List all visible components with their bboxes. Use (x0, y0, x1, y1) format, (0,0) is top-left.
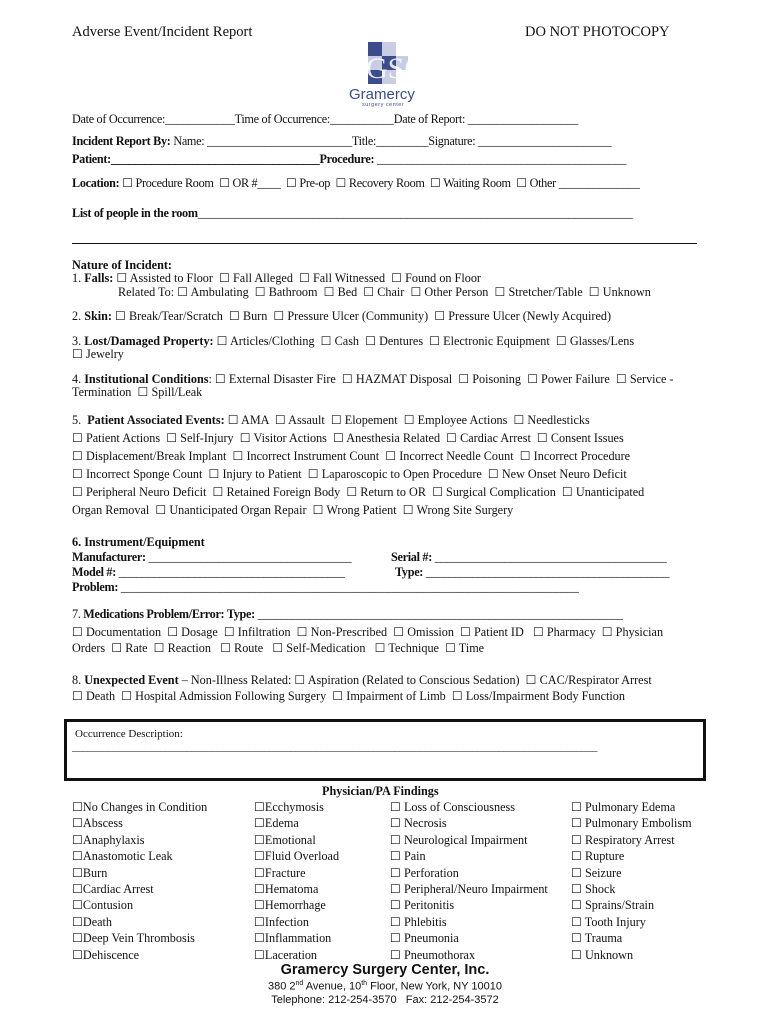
svg-text:GSC: GSC (366, 52, 425, 85)
finding-checkbox[interactable]: ☐Contusion (72, 898, 134, 913)
do-not-photocopy-notice: DO NOT PHOTOCOPY (525, 24, 670, 40)
finding-checkbox[interactable]: ☐Ecchymosis (254, 800, 324, 814)
finding-checkbox[interactable]: ☐Dehiscence (72, 947, 140, 962)
occurrence-description-box[interactable] (64, 719, 706, 781)
finding-checkbox[interactable]: ☐ Pneumothorax (390, 947, 476, 962)
company-phone: Telephone: 212-254-3570 Fax: 212-254-3572 (271, 994, 499, 1006)
finding-checkbox[interactable]: ☐Fluid Overload (254, 849, 340, 864)
findings-col-4 (571, 799, 692, 963)
finding-checkbox[interactable]: ☐Deep Vein Thrombosis (72, 931, 195, 946)
findings-col-2 (254, 799, 339, 963)
location-line[interactable]: Location: ☐ Procedure Room ☐ OR #____ ☐ Pre-op ☐ Recovery Room ☐ Waiting Room ☐ Other ______________ (72, 176, 640, 190)
patient-events-line-3: ☐ Displacement/Break Implant ☐ Incorrect Instrument Count ☐ Incorrect Needle Count ☐ Incorrect Procedure (72, 449, 631, 463)
finding-checkbox[interactable]: ☐ Neurological Impairment (390, 832, 528, 847)
patient-procedure-line[interactable]: Patient:____________________________________Procedure: ___________________________________________ (72, 152, 627, 166)
finding-checkbox[interactable]: ☐ Sprains/Strain (571, 898, 655, 913)
finding-checkbox[interactable]: ☐ Loss of Consciousness (390, 800, 516, 814)
finding-checkbox[interactable]: ☐Laceration (254, 947, 318, 962)
property-line-2: ☐ Jewelry (72, 347, 124, 361)
finding-checkbox[interactable]: ☐ Tooth Injury (571, 914, 646, 929)
finding-checkbox[interactable]: ☐ Seizure (571, 865, 622, 880)
finding-checkbox[interactable]: ☐Hematoma (254, 882, 319, 897)
finding-checkbox[interactable]: ☐ Peritonitis (390, 898, 455, 913)
finding-checkbox[interactable]: ☐Hemorrhage (254, 898, 326, 913)
occurrence-description-rule[interactable]: _____________________________________________________________________________________________________ (72, 741, 598, 753)
people-label: List of people in the room (72, 206, 198, 220)
finding-checkbox[interactable]: ☐ Perforation (390, 865, 459, 880)
patient-events-line-2: ☐ Patient Actions ☐ Self-Injury ☐ Visitor Actions ☐ Anesthesia Related ☐ Cardiac Arrest ☐ Consent Issues (72, 431, 624, 445)
finding-checkbox[interactable]: ☐Burn (72, 865, 108, 880)
institutional-line: 4. Institutional Conditions: ☐ External Disaster Fire ☐ HAZMAT Disposal ☐ Poisoning ☐ Power Failure ☐ Service - (72, 372, 674, 386)
medications-line[interactable]: 7. Medications Problem/Error: Type: _______________________________________________________________ (72, 607, 623, 621)
falls-related-line: Related To: ☐ Ambulating ☐ Bathroom ☐ Bed ☐ Chair ☐ Other Person ☐ Stretcher/Table ☐ Unknown (118, 285, 651, 299)
finding-checkbox[interactable]: ☐ Respiratory Arrest (571, 832, 675, 847)
finding-checkbox[interactable]: ☐Cardiac Arrest (72, 882, 154, 897)
logo-subtitle: surgery center (362, 102, 405, 108)
finding-checkbox[interactable]: ☐ Pulmonary Edema (571, 800, 676, 814)
reported-by-line[interactable]: Incident Report By: Name: _________________________Title:_________Signature: _______________________ (72, 134, 612, 148)
finding-checkbox[interactable]: ☐Fracture (254, 865, 306, 880)
finding-checkbox[interactable]: ☐Infection (254, 914, 309, 929)
skin-line: 2. Skin: ☐ Break/Tear/Scratch ☐ Burn ☐ Pressure Ulcer (Community) ☐ Pressure Ulcer (Newly Acquired) (72, 309, 612, 323)
finding-checkbox[interactable]: ☐No Changes in Condition (72, 800, 208, 814)
finding-checkbox[interactable]: ☐Death (72, 914, 113, 929)
manufacturer-line[interactable]: Manufacturer: ___________________________________ (72, 550, 352, 564)
company-name: Gramercy Surgery Center, Inc. (280, 962, 490, 978)
findings-col-1 (72, 799, 207, 963)
finding-checkbox[interactable]: ☐ Pulmonary Embolism (571, 816, 692, 831)
finding-checkbox[interactable]: ☐ Unknown (571, 947, 634, 962)
type-line[interactable]: Type: __________________________________________ (395, 565, 670, 579)
form-title: Adverse Event/Incident Report (72, 24, 253, 40)
finding-checkbox[interactable]: ☐ Shock (571, 882, 616, 897)
finding-checkbox[interactable]: ☐ Rupture (571, 849, 625, 864)
finding-checkbox[interactable]: ☐ Necrosis (390, 816, 447, 831)
equipment-heading: 6. Instrument/Equipment (72, 535, 205, 549)
problem-line[interactable]: Problem: _______________________________________________________________________________ (72, 580, 579, 594)
finding-checkbox[interactable]: ☐Abscess (72, 816, 123, 831)
medications-line-3: Orders ☐ Rate ☐ Reaction ☐ Route ☐ Self-Medication ☐ Technique ☐ Time (72, 641, 485, 655)
finding-checkbox[interactable]: ☐Anaphylaxis (72, 832, 145, 847)
findings-heading: Physician/PA Findings (322, 784, 439, 798)
finding-checkbox[interactable]: ☐Anastomotic Leak (72, 849, 173, 864)
reported-by-label: Incident Report By: (72, 134, 171, 148)
finding-checkbox[interactable]: ☐Emotional (254, 832, 316, 847)
finding-checkbox[interactable]: ☐ Pain (390, 849, 426, 864)
finding-checkbox[interactable]: ☐ Phlebitis (390, 914, 447, 929)
patient-events-line-4: ☐ Incorrect Sponge Count ☐ Injury to Patient ☐ Laparoscopic to Open Procedure ☐ New Onset Neuro Deficit (72, 467, 627, 481)
serial-line[interactable]: Serial #: ________________________________________ (391, 550, 667, 564)
finding-checkbox[interactable]: ☐Inflammation (254, 931, 332, 946)
findings-col-3 (390, 799, 548, 963)
institutional-line-2: Termination ☐ Spill/Leak (72, 385, 203, 399)
nature-heading: Nature of Incident: (72, 258, 172, 272)
medications-line-2: ☐ Documentation ☐ Dosage ☐ Infiltration ☐ Non-Prescribed ☐ Omission ☐ Patient ID ☐ Pharmacy ☐ Physician (72, 625, 664, 639)
logo-name: Gramercy (349, 86, 415, 103)
company-address: 380 2nd Avenue, 10th Floor, New York, NY 10010 (267, 980, 502, 993)
location-label: Location: (72, 176, 120, 190)
patient-events-line-6: Organ Removal ☐ Unanticipated Organ Repair ☐ Wrong Patient ☐ Wrong Site Surgery (72, 503, 514, 517)
finding-checkbox[interactable]: ☐Edema (254, 816, 299, 831)
patient-events-line-5: ☐ Peripheral Neuro Deficit ☐ Retained Foreign Body ☐ Return to OR ☐ Surgical Complication ☐ Unanticipated (72, 485, 645, 499)
patient-events-line: 5. Patient Associated Events: ☐ AMA ☐ Assault ☐ Elopement ☐ Employee Actions ☐ Needlesticks (72, 413, 590, 427)
occurrence-line[interactable]: Date of Occurrence:____________Time of Occurrence:___________Date of Report: ___________________ (72, 112, 578, 126)
unexpected-event-line-2: ☐ Death ☐ Hospital Admission Following Surgery ☐ Impairment of Limb ☐ Loss/Impairment Body Function (72, 689, 625, 703)
falls-line: 1. Falls: ☐ Assisted to Floor ☐ Fall Alleged ☐ Fall Witnessed ☐ Found on Floor (72, 271, 481, 285)
finding-checkbox[interactable]: ☐ Trauma (571, 931, 623, 946)
people-second-rule[interactable] (72, 243, 697, 244)
property-line: 3. Lost/Damaged Property: ☐ Articles/Clothing ☐ Cash ☐ Dentures ☐ Electronic Equipment ☐ Glasses/Lens (72, 334, 635, 348)
patient-label: Patient: (72, 152, 111, 166)
procedure-label: Procedure: (319, 152, 375, 166)
people-in-room-line[interactable]: List of people in the room___________________________________________________________________________ (72, 206, 633, 220)
model-line[interactable]: Model #: _______________________________________ (72, 565, 345, 579)
occurrence-description-label: Occurrence Description: (75, 728, 183, 740)
finding-checkbox[interactable]: ☐ Peripheral/Neuro Impairment (390, 882, 548, 897)
unexpected-event-line: 8. Unexpected Event – Non-Illness Related: ☐ Aspiration (Related to Conscious Sedation) ☐ CAC/Respirator Arrest (72, 673, 652, 687)
finding-checkbox[interactable]: ☐ Pneumonia (390, 931, 459, 946)
